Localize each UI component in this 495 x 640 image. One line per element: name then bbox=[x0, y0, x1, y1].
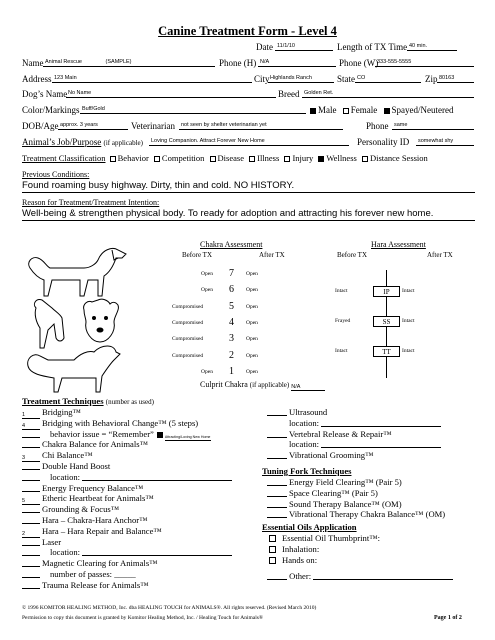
reason-line bbox=[22, 220, 475, 221]
chakra-before-3[interactable]: Compromised bbox=[172, 336, 204, 343]
class-injury[interactable] bbox=[284, 153, 313, 163]
class-wellness-box[interactable] bbox=[318, 156, 324, 162]
class-disease[interactable] bbox=[210, 153, 244, 163]
oil-label: Hands on: bbox=[282, 555, 318, 565]
class-behavior-label: Behavior bbox=[117, 153, 149, 163]
tuning-fork-title: Tuning Fork Techniques bbox=[262, 466, 352, 476]
technique-label: Bridging with Behavioral Change™ (5 steps) bbox=[42, 417, 199, 428]
class-distance[interactable] bbox=[362, 153, 428, 163]
male-checkbox[interactable] bbox=[310, 105, 337, 115]
technique-count[interactable] bbox=[267, 408, 287, 416]
chakra-before-label: Before TX bbox=[182, 251, 212, 259]
technique-row bbox=[22, 537, 61, 547]
chakra-after-3[interactable]: Open bbox=[246, 336, 258, 343]
footer-copyright: © 1996 KOMITOR HEALING METHOD, Inc. dba HEALING TOUCH for ANIMALS®. All rights reserved. (Revised March 2010) bbox=[22, 605, 317, 611]
technique-label: Vibrational Grooming™ bbox=[289, 450, 374, 461]
technique-label: Chakra Balance for Animals™ bbox=[42, 439, 149, 450]
oil-label: Essential Oil Thumbprint™: bbox=[282, 533, 381, 543]
class-behavior-box[interactable] bbox=[110, 156, 116, 162]
oil-row bbox=[269, 533, 380, 543]
class-competition[interactable] bbox=[154, 153, 205, 163]
class-wellness-label: Wellness bbox=[326, 153, 357, 163]
zip-label: Zip bbox=[425, 74, 438, 84]
page-number: Page 1 of 2 bbox=[434, 615, 462, 621]
owner-name-label: Name bbox=[22, 58, 44, 68]
technique-label: Ultrasound bbox=[289, 407, 328, 417]
technique-row bbox=[267, 439, 441, 449]
techniques-note: (number as used) bbox=[105, 398, 154, 406]
class-distance-label: Distance Session bbox=[369, 153, 428, 163]
hara-point-ip: IP bbox=[373, 286, 400, 297]
technique-count[interactable] bbox=[267, 430, 287, 438]
hara-after-ip[interactable]: Intact bbox=[402, 288, 415, 294]
sex-options bbox=[310, 105, 453, 115]
dog-name-label: Dog’s Name bbox=[22, 89, 68, 99]
hara-point-tt: TT bbox=[373, 346, 400, 357]
oils-other-blank[interactable] bbox=[267, 572, 287, 580]
technique-count[interactable] bbox=[22, 559, 40, 567]
hara-after-ss[interactable]: Intact bbox=[402, 318, 415, 324]
class-disease-label: Disease bbox=[217, 153, 244, 163]
breed-label: Breed bbox=[278, 89, 300, 99]
dog-chakra-illustration bbox=[22, 238, 172, 396]
tuning-fork-row bbox=[267, 499, 402, 509]
classification-row bbox=[22, 153, 428, 163]
zip-field[interactable]: 80163 bbox=[437, 74, 474, 83]
job-label bbox=[22, 137, 143, 147]
class-distance-box[interactable] bbox=[362, 156, 368, 162]
technique-count[interactable]: 1 bbox=[22, 411, 40, 419]
footer-permission: Permission to copy this document is granted by Komitor Healing Method, Inc. / Healing Touch for Animals® bbox=[22, 615, 264, 621]
side-dog-icon bbox=[34, 300, 64, 348]
phone-h-field[interactable]: N/A bbox=[258, 58, 336, 67]
length-label: Length of TX Time bbox=[337, 42, 408, 52]
vet-label: Veterinarian bbox=[131, 121, 175, 131]
chakra-after-4[interactable]: Open bbox=[246, 319, 258, 326]
technique-label: Trauma Release for Animals™ bbox=[42, 579, 149, 590]
technique-row bbox=[22, 547, 232, 557]
technique-label: location: bbox=[289, 439, 320, 450]
technique-location-field[interactable] bbox=[82, 473, 232, 481]
class-competition-box[interactable] bbox=[154, 156, 160, 162]
hara-before-tt[interactable]: Intact bbox=[335, 348, 348, 354]
owner-name-sample: (SAMPLE) bbox=[105, 59, 132, 65]
class-illness-label: Illness bbox=[257, 153, 280, 163]
culprit-chakra bbox=[200, 380, 325, 391]
oil-checkbox[interactable] bbox=[269, 535, 276, 542]
technique-label: Grounding & Focus™ bbox=[42, 504, 120, 515]
technique-location-field[interactable] bbox=[321, 440, 441, 448]
chakra-before-7[interactable]: Open bbox=[201, 271, 213, 277]
city-label: City bbox=[254, 74, 270, 84]
personality-label: Personality ID bbox=[357, 137, 410, 147]
technique-label: location: bbox=[289, 417, 320, 428]
class-competition-label: Competition bbox=[161, 153, 205, 163]
male-box[interactable] bbox=[310, 108, 316, 114]
hara-title: Hara Assessment bbox=[371, 240, 426, 249]
technique-label: Hara – Hara Repair and Balance™ bbox=[42, 525, 162, 536]
previous-conditions-line bbox=[22, 192, 475, 193]
phone-w-label: Phone (W) bbox=[339, 58, 379, 68]
technique-row bbox=[267, 429, 392, 439]
female-label: Female bbox=[350, 105, 378, 115]
technique-row bbox=[22, 515, 148, 525]
sitting-dog-icon bbox=[28, 346, 120, 392]
chakra-after-6[interactable]: Open bbox=[246, 287, 258, 294]
dob-field[interactable]: approx. 3 years bbox=[58, 121, 128, 130]
chakra-number-4: 4 bbox=[229, 316, 234, 328]
class-injury-box[interactable] bbox=[284, 156, 290, 162]
technique-label: location: bbox=[50, 547, 81, 558]
chakra-number-1: 1 bbox=[229, 365, 234, 377]
job-label-text: Animal’s Job/Purpose bbox=[22, 137, 102, 147]
vet-field[interactable]: not seen by shelter veterinarian yet bbox=[179, 121, 343, 130]
technique-row bbox=[22, 558, 158, 568]
oil-row bbox=[269, 544, 319, 554]
chakra-before-5[interactable]: Compromised bbox=[172, 303, 204, 310]
tuning-fork-row bbox=[267, 477, 402, 487]
chakra-number-5: 5 bbox=[229, 300, 234, 312]
class-injury-label: Injury bbox=[292, 153, 314, 163]
chakra-before-2[interactable]: Compromised bbox=[172, 352, 204, 359]
technique-count[interactable]: 2 bbox=[22, 530, 40, 538]
technique-count[interactable] bbox=[22, 440, 40, 448]
dob-label: DOB/Age bbox=[22, 121, 59, 131]
chakra-after-2[interactable]: Open bbox=[246, 352, 258, 359]
female-box[interactable] bbox=[343, 108, 349, 114]
technique-count[interactable] bbox=[22, 505, 40, 513]
technique-count[interactable] bbox=[22, 548, 40, 556]
technique-row bbox=[267, 450, 374, 460]
job-field[interactable]: Loving Companion. Attract Forever New Home bbox=[149, 137, 349, 146]
chakra-after-5[interactable]: Open bbox=[246, 303, 258, 310]
standing-dog-icon bbox=[29, 248, 126, 296]
hara-before-ss[interactable]: Frayed bbox=[335, 318, 351, 324]
oil-checkbox[interactable] bbox=[269, 546, 276, 553]
oils-other bbox=[267, 571, 453, 581]
behavior-issue-field[interactable]: Attracting/Loving New Home bbox=[164, 434, 211, 439]
tuning-fork-row bbox=[267, 488, 378, 498]
technique-count[interactable]: 3 bbox=[22, 454, 40, 462]
technique-row bbox=[267, 418, 441, 428]
technique-label: Bridging™ bbox=[42, 407, 81, 417]
class-illness[interactable] bbox=[249, 153, 279, 163]
technique-row bbox=[22, 461, 110, 471]
technique-label: Magnetic Clearing for Animals™ bbox=[42, 558, 158, 569]
hara-after-tt[interactable]: Intact bbox=[402, 348, 415, 354]
tuning-fork-label: Space Clearing™ (Pair 5) bbox=[289, 487, 378, 498]
technique-location-field[interactable] bbox=[82, 548, 232, 556]
phone-h-label: Phone (H) bbox=[219, 58, 257, 68]
personality-field[interactable]: somewhat shy bbox=[416, 137, 474, 146]
length-field[interactable]: 40 min. bbox=[407, 42, 457, 51]
form-title: Canine Treatment Form - Level 4 bbox=[158, 24, 337, 38]
chakra-number-3: 3 bbox=[229, 333, 234, 345]
technique-row bbox=[22, 483, 143, 493]
techniques-title: Treatment Techniques bbox=[22, 396, 104, 406]
technique-count[interactable] bbox=[22, 430, 40, 438]
hara-after-label: After TX bbox=[427, 251, 453, 259]
color-label: Color/Markings bbox=[22, 105, 80, 115]
dog-face-icon bbox=[84, 299, 119, 342]
oil-row bbox=[269, 555, 317, 565]
oils-other-field[interactable] bbox=[313, 572, 453, 580]
tuning-fork-label: Sound Therapy Balance™ (OM) bbox=[289, 498, 402, 509]
culprit-field[interactable]: N/A bbox=[291, 383, 325, 391]
technique-count[interactable] bbox=[22, 462, 40, 470]
job-note: (if applicable) bbox=[103, 139, 143, 147]
technique-location-field[interactable] bbox=[321, 419, 441, 427]
owner-name-field[interactable] bbox=[43, 58, 215, 67]
phone-w-field[interactable]: 333-555-5555 bbox=[375, 58, 474, 67]
reason-label: Reason for Treatment/Treatment Intention: bbox=[22, 198, 160, 207]
techniques-heading bbox=[22, 396, 154, 406]
address-label: Address bbox=[22, 74, 52, 84]
hara-before-label: Before TX bbox=[337, 251, 367, 259]
tuning-fork-count[interactable] bbox=[267, 510, 287, 518]
chakra-number-6: 6 bbox=[229, 284, 234, 296]
chakra-title: Chakra Assessment bbox=[200, 240, 263, 249]
oil-checkbox[interactable] bbox=[269, 557, 276, 564]
oil-label: Inhalation: bbox=[282, 544, 320, 554]
chakra-after-7[interactable]: Open bbox=[246, 271, 258, 277]
chakra-before-6[interactable]: Open bbox=[201, 287, 213, 294]
culprit-note: (if applicable) bbox=[249, 381, 290, 389]
previous-conditions-value[interactable]: Found roaming busy highway. Dirty, thin and cold. NO HISTORY. bbox=[22, 180, 295, 191]
city-field[interactable]: Highlands Ranch bbox=[268, 74, 334, 83]
technique-row bbox=[22, 569, 136, 579]
technique-row bbox=[22, 580, 149, 590]
technique-label: behavior issue = “Remember” bbox=[50, 428, 154, 439]
remember-checkbox[interactable] bbox=[157, 432, 163, 438]
technique-label: number of passes: _____ bbox=[50, 569, 136, 579]
technique-count[interactable] bbox=[267, 451, 287, 459]
dog-name-field[interactable]: No Name bbox=[66, 89, 276, 98]
chakra-after-1[interactable]: Open bbox=[246, 368, 258, 375]
chakra-number-7: 7 bbox=[229, 268, 234, 279]
technique-count[interactable] bbox=[22, 516, 40, 524]
spayed-checkbox[interactable] bbox=[384, 105, 454, 115]
hara-before-ip[interactable]: Intact bbox=[335, 288, 348, 294]
state-field[interactable]: CO bbox=[355, 74, 421, 83]
technique-label: Vertebral Release & Repair™ bbox=[289, 428, 392, 439]
class-illness-box[interactable] bbox=[249, 156, 255, 162]
address-field[interactable]: 123 Main bbox=[52, 74, 252, 83]
technique-label: location: bbox=[50, 471, 81, 482]
reason-value[interactable]: Well-being & strengthen physical body. To ready for adoption and attracting his forever new home. bbox=[22, 208, 434, 219]
state-label: State bbox=[337, 74, 355, 84]
previous-conditions-label: Previous Conditions: bbox=[22, 170, 90, 179]
class-disease-box[interactable] bbox=[210, 156, 216, 162]
date-field[interactable]: 11/1/10 bbox=[275, 42, 333, 51]
class-behavior[interactable] bbox=[110, 153, 149, 163]
class-wellness[interactable] bbox=[318, 153, 356, 163]
technique-row bbox=[22, 439, 148, 449]
technique-row bbox=[22, 504, 119, 514]
hara-point-ss: SS bbox=[373, 316, 400, 327]
color-field[interactable]: Buff/Gold bbox=[80, 105, 306, 114]
technique-count[interactable] bbox=[22, 570, 40, 578]
tuning-fork-count[interactable] bbox=[267, 500, 287, 508]
technique-count[interactable] bbox=[22, 473, 40, 481]
classification-label: Treatment Classification bbox=[22, 153, 106, 163]
tuning-fork-count[interactable] bbox=[267, 489, 287, 497]
technique-count[interactable]: 5 bbox=[22, 497, 40, 505]
female-checkbox[interactable] bbox=[343, 105, 378, 115]
technique-label: Laser bbox=[42, 536, 62, 547]
technique-label: Energy Frequency Balance™ bbox=[42, 482, 144, 493]
technique-label: Chi Balance™ bbox=[42, 450, 93, 461]
spayed-label: Spayed/Neutered bbox=[391, 105, 454, 115]
spayed-box[interactable] bbox=[384, 108, 390, 114]
technique-row bbox=[267, 407, 327, 417]
technique-label: Double Hand Boost bbox=[42, 461, 111, 471]
culprit-label: Culprit Chakra bbox=[200, 380, 248, 389]
technique-row bbox=[22, 472, 232, 482]
owner-name-value: Animal Rescue bbox=[45, 59, 82, 65]
technique-count[interactable] bbox=[22, 581, 40, 589]
tuning-fork-row bbox=[267, 509, 445, 519]
tuning-fork-label: Vibrational Therapy Chakra Balance™ (OM) bbox=[289, 509, 446, 520]
date-label: Date bbox=[256, 42, 273, 52]
breed-field[interactable]: Golden Ret. bbox=[302, 89, 474, 98]
chakra-before-4[interactable]: Compromised bbox=[172, 319, 204, 326]
tuning-fork-count[interactable] bbox=[267, 478, 287, 486]
chakra-before-1[interactable]: Open bbox=[201, 368, 213, 375]
vet-phone-field[interactable]: same bbox=[392, 121, 474, 130]
chakra-number-2: 2 bbox=[229, 349, 234, 361]
technique-label: Hara – Chakra-Hara Anchor™ bbox=[42, 515, 148, 525]
technique-count[interactable] bbox=[22, 538, 40, 546]
chakra-after-label: After TX bbox=[259, 251, 285, 259]
technique-label: Etheric Heartbeat for Animals™ bbox=[42, 493, 154, 504]
technique-count[interactable]: 4 bbox=[22, 422, 40, 430]
tuning-fork-label: Energy Field Clearing™ (Pair 5) bbox=[289, 477, 402, 487]
oils-title: Essential Oils Application bbox=[262, 522, 357, 532]
male-label: Male bbox=[318, 105, 337, 115]
technique-count[interactable] bbox=[22, 484, 40, 492]
oils-other-label: Other: bbox=[289, 571, 312, 581]
vet-phone-label: Phone bbox=[366, 121, 389, 131]
